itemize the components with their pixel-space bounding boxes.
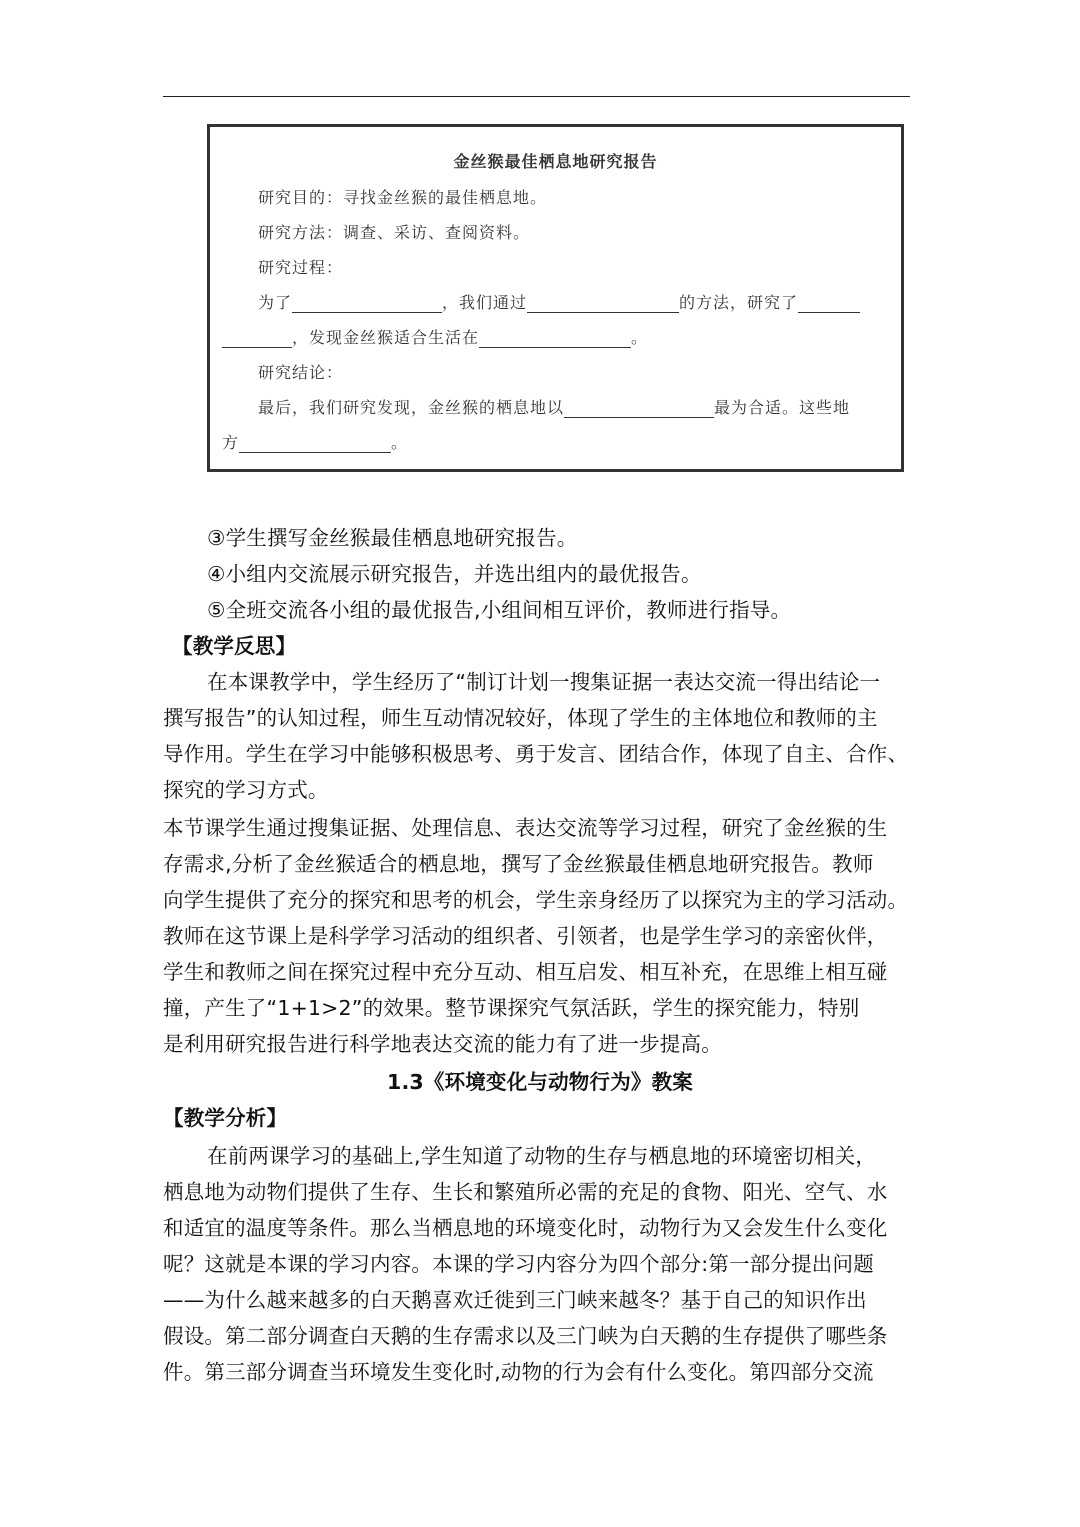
report-text: 最后，我们研究发现，金丝猴的栖息地以: [258, 398, 565, 417]
step-5: ⑤全班交流各小组的最优报告,小组间相互评价，教师进行指导。: [207, 598, 792, 622]
fill-blank: [564, 399, 714, 418]
report-text: 的方法，研究了: [679, 293, 799, 312]
fill-blank: [239, 434, 391, 453]
reflection-line: 导作用。学生在学习中能够积极思考、勇于发言、团结合作，体现了自主、合作、: [163, 742, 909, 766]
report-text: 为了: [258, 293, 293, 312]
analysis-line: 在前两课学习的基础上,学生知道了动物的生存与栖息地的环境密切相关，: [207, 1144, 877, 1168]
fill-blank: [292, 294, 442, 313]
reflection-line: 撞，产生了“1+1>2”的效果。整节课探究气氛活跃，学生的探究能力，特别: [163, 996, 860, 1020]
report-text: 方: [222, 433, 240, 452]
research-report-box: [207, 124, 904, 472]
reflection-line: 是利用研究报告进行科学地表达交流的能力有了进一步提高。: [163, 1032, 722, 1056]
analysis-line: ——为什么越来越多的白天鹅喜欢迁徙到三门峡来越冬？基于自己的知识作出: [163, 1288, 867, 1312]
analysis-heading: 【教学分析】: [163, 1106, 288, 1130]
reflection-line: 本节课学生通过搜集证据、处理信息、表达交流等学习过程，研究了金丝猴的生: [163, 816, 888, 840]
reflection-line: 探究的学习方式。: [163, 778, 329, 802]
analysis-line: 件。第三部分调查当环境发生变化时,动物的行为会有什么变化。第四部分交流: [163, 1360, 874, 1384]
report-text: 。: [391, 433, 409, 452]
analysis-line: 和适宜的温度等条件。那么当栖息地的环境变化时，动物行为又会发生什么变化: [163, 1216, 888, 1240]
report-line-a: [258, 290, 860, 313]
reflection-line: 在本课教学中，学生经历了“制订计划一搜集证据一表达交流一得出结论一: [207, 670, 881, 694]
step-4: ④小组内交流展示研究报告，并选出组内的最优报告。: [207, 562, 702, 586]
report-line-b: [222, 325, 648, 348]
report-conclusion-label: 研究结论：: [258, 363, 344, 382]
reflection-line: 撰写报告”的认知过程，师生互动情况较好，体现了学生的主体地位和教师的主: [163, 706, 878, 730]
report-method: 研究方法：调查、采访、查阅资料。: [258, 223, 531, 242]
reflection-line: 存需求,分析了金丝猴适合的栖息地，撰写了金丝猴最佳栖息地研究报告。教师: [163, 852, 874, 876]
report-process-label: 研究过程：: [258, 258, 344, 277]
reflection-heading: 【教学反思】: [172, 634, 297, 658]
report-title: 金丝猴最佳栖息地研究报告: [453, 152, 658, 171]
report-line-d: [222, 430, 408, 453]
analysis-line: 栖息地为动物们提供了生存、生长和繁殖所必需的充足的食物、阳光、空气、水: [163, 1180, 888, 1204]
analysis-line: 呢？这就是本课的学习内容。本课的学习内容分为四个部分:第一部分提出问题: [163, 1252, 874, 1276]
fill-blank: [222, 329, 292, 348]
fill-blank: [798, 294, 860, 313]
reflection-line: 向学生提供了充分的探究和思考的机会，学生亲身经历了以探究为主的学习活动。: [163, 888, 909, 912]
reflection-line: 学生和教师之间在探究过程中充分互动、相互启发、相互补充，在思维上相互碰: [163, 960, 888, 984]
report-text: ，发现金丝猴适合生活在: [292, 328, 480, 347]
report-text: 。: [631, 328, 649, 347]
header-rule: [163, 96, 910, 97]
lesson-title: 1.3《环境变化与动物行为》教案: [386, 1070, 693, 1094]
report-text: ，我们通过: [442, 293, 528, 312]
fill-blank: [479, 329, 631, 348]
fill-blank: [527, 294, 679, 313]
analysis-line: 假设。第二部分调查白天鹅的生存需求以及三门峡为白天鹅的生存提供了哪些条: [163, 1324, 888, 1348]
report-text: 最为合适。这些地: [714, 398, 851, 417]
step-3: ③学生撰写金丝猴最佳栖息地研究报告。: [207, 526, 578, 550]
report-purpose: 研究目的：寻找金丝猴的最佳栖息地。: [258, 188, 548, 207]
report-line-c: [258, 395, 850, 418]
reflection-line: 教师在这节课上是科学学习活动的组织者、引领者，也是学生学习的亲密伙伴，: [163, 924, 888, 948]
